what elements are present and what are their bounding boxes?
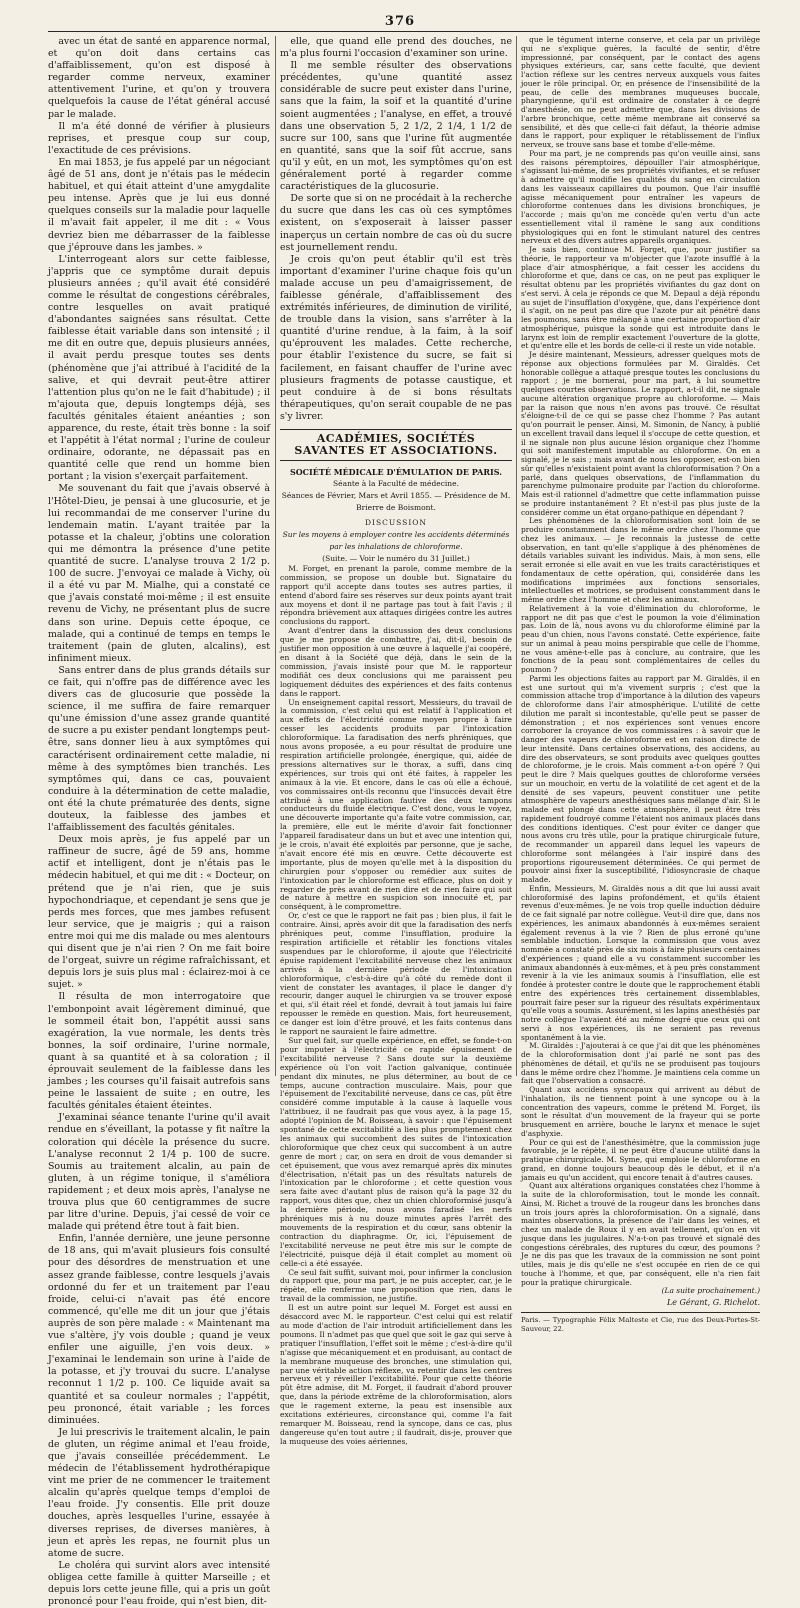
discussion-subject: Sur les moyens à employer contre les accidents déterminés par les inhalations de chloroforme. — [282, 529, 510, 551]
paragraph: Je lui prescrivis le traitement alcalin, le pain de gluten, un régime animal et l'eau froide, que j'avais conseillée précédemment. Le médecin de l'établissement hydrothérapique vint me prier de ne commencer le traitement alcalin qu'après quelque temps d'emploi de l'eau froide. J'y consentis. Elle prit douze douches, après lesquelles l'urine, essayée à diverses reprises, de diverses manières, à jeun et après les repas, ne fournit plus un atome de sucre. — [48, 1426, 270, 1559]
paragraph: Relativement à la voie d'élimination du chloroforme, le rapport ne dit pas que c'est le poumon la voie d'élimination pas. Loin de là, nous avons vu du chloroforme éliminé par la peau d'un chien, nous l'avons constaté. Cette expérience, faite sur un animal à peau moins perspirable que celle de l'homme, ne vous amène-t-elle pas à conclure, au contraire, que les fonctions de la peau sont complémentaires de celles du poumon ? — [521, 603, 760, 674]
paragraph: Ce seul fait suffit, suivant moi, pour infirmer la conclusion du rapport que, pour ma part, je ne puis accepter, car, je le répète, elle renferme une proposition que rien, dans le travail de la commission, ne justifie. — [280, 1267, 512, 1304]
society-subtitle: Séante à la Faculté de médecine. — [333, 479, 459, 489]
paragraph: J'examinai séance tenante l'urine qu'il avait rendue en s'éveillant, la potasse y fit naître la coloration qui décèle la présence du sucre. L'analyse reconnut 2 1/4 p. 100 de sucre. Soumis au traitement alcalin, au pain de gluten, à un régime tonique, il s'améliora rapidement ; et deux mois après, l'analyse ne trouva plus que 60 centigrammes de sucre par litre d'urine. Depuis, j'ai cessé de voir ce malade qui prétend être tout à fait bien. — [48, 1112, 270, 1233]
paragraph: M. Giraldès : J'ajouterai à ce que j'ai dit que les phénomènes de la chloroformisation dont j'ai parlé ne sont pas des phénomènes de détail, et qu'ils ne se produisent pas toujours dans le même ordre chez l'homme. Je maintiens cela comme un fait que l'observation a consacré. — [521, 1041, 760, 1086]
paragraph: Le choléra qui survint alors avec intensité obligea cette famille à quitter Marseille ; et depuis lors cette jeune fille, qui a pris un goût prononcé pour l'eau froide, qui n'est bien, dit- — [48, 1559, 270, 1608]
paragraph: avec un état de santé en apparence normal, et qu'on doit dans certains cas d'affaiblissement, qu'on est disposé à regarder comme nerveux, examiner attentivement l'urine, et qu'on y trouvera quelquefois la cause de l'état général accusé par le malade. — [48, 36, 270, 120]
column-2 — [280, 36, 512, 1446]
paragraph: Il est un autre point sur lequel M. Forget est aussi en désaccord avec M. le rapporteur. C'est celui qui est relatif au mode d'action de l'air introduit artificiellement dans les poumons. Il n'admet pas que quel que soit le gaz qui serve à pratiquer l'insufflation, l'effet soit le même ; c'est-à-dire qu'il n'agisse que mécaniquement et en produisant, au contact de la membrane muqueuse des bronches, une stimulation qui, par une véritable action réflexe, va retentir dans les centres nerveux et y réveiller l'excitabilité. Pour que cette théorie pût être admise, dit M. Forget, il faudrait d'abord prouver que, dans la période extrême de la chloroformisation, alors que le ragement externe, la peau est insensible aux excitations extérieures, circonstance qui, comme l'a fait remarquer M. Boisseau, rend la syncope, dans ce cas, plus dangereuse qu'en tout autre ; il faudrait, dis-je, prouver que la muqueuse des voies aériennes, — [280, 1303, 512, 1446]
section-title: ACADÉMIES, SOCIÉTÉS SAVANTES ET ASSOCIATIONS. — [280, 429, 512, 461]
paragraph: Les phénomènes de la chloroformisation sont loin de se produire constamment dans le même ordre chez l'homme que chez les animaux. — Je reconnais la justesse de cette observation, en tant qu'elle s'applique à des phénomènes de détails variables suivant les individus. Mais, à mon sens, elle serait erronée si elle avait en vue les traits caractéristiques et fondamentaux de cette opération, qui, considérée dans les modifications imprimées aux fonctions sensoriales, intellectuelles et motrices, se produisent constamment dans le même ordre chez l'homme et chez les animaux. — [521, 516, 760, 604]
society-title: SOCIÉTÉ MÉDICALE D'ÉMULATION DE PARIS. — [289, 467, 503, 478]
paragraph: Deux mois après, je fus appelé par un raffineur de sucre, âgé de 59 ans, homme actif et intelligent, dont je n'étais pas le médecin habituel, et qui me dit : « Docteur, on prétend que je n'ai rien, que je suis hypochondriaque, et cependant je sens que je perds mes forces, que mes jambes refusent leur service, que je maigris ; qui a raison entre moi qui me dis malade ou mes alentours qui disent que je n'ai rien ? On me fait boire de l'orgeat, suivre un régime rafraîchissant, et depuis lors je suis plus mal : éclairez-moi à ce sujet. » — [48, 834, 270, 991]
paragraph: Pour ce qui est de l'anesthésimètre, que la commission juge favorable, je le répète, il ne peut être d'aucune utilité dans la pratique chirurgicale. M. Syme, qui emploie le chloroforme en grand, en donne toujours beaucoup dès le début, et il n'a jamais eu qu'un accident, qui encore tenait à d'autres causes. — [521, 1137, 760, 1182]
column-3 — [521, 35, 760, 1333]
continued-note: (Suite. — Voir le numéro du 31 Juillet.) — [322, 553, 470, 563]
paragraph: Enfin, l'année dernière, une jeune personne de 18 ans, qui m'avait plusieurs fois consulté pour des désordres de menstruation et une assez grande faiblesse, contre lesquels j'avais ordonné du fer et un traitement par l'eau froide, celui-ci n'avait pas été encore commencé, qu'elle me dit un jour que j'étais auprès de son père malade : « Maintenant ma vue s'altère, j'y vois double ; quand je veux enfiler une aiguille, j'en vois deux. » J'examinai le lendemain son urine à l'aide de la potasse, et j'y trouvai du sucre. L'analyse reconnut 1 1/2 p. 100. Ce liquide avait sa quantité et sa couleur normales ; l'appétit, peu prononcé, était variable ; les forces diminuées. — [48, 1233, 270, 1426]
discussion-label: DISCUSSION — [365, 517, 427, 527]
printer-imprint: Paris. — Typographie Félix Malteste et Cie, rue des Deux-Portes-St-Sauveur, 22. — [521, 1312, 760, 1334]
paragraph: Quant aux altérations organiques constatées chez l'homme à la suite de la chloroformisation, tout le monde les connaît. Ainsi, M. Richet a trouvé de la rougeur dans les bronches dans un trois jours après la chloroformisation. On a signalé, dans maintes observations, la présence de l'air dans les veines, et chez un malade de Roux il y en avait tellement, qu'on en vit jusque dans les jugulaires. N'a-t-on pas trouvé et signalé des congestions cérébrales, des ruptures du cœur, des poumons ? Je ne dis pas que les travaux de la commission ne sont point utiles, mais je dis qu'elle ne s'est occupée en rien de ce qui touche à l'homme, et que, par conséquent, elle n'a rien fait pour la pratique chirurgicale. — [521, 1181, 760, 1287]
paragraph: Je désire maintenant, Messieurs, adresser quelques mots de réponse aux objections formulées par M. Giraldès. Cet honorable collègue a attaqué presque toutes les conclusions du rapport ; je me bornerai, pour ma part, à lui soumettre quelques courtes observations. Le rapport, a-t-il dit, ne signale aucune altération organique propre au chloroforme. — Mais par la raison que nous n'en avons pas trouvé. Ce résultat s'éloigne-t-il de ce qui se passe chez l'homme ? Pas autant qu'on pourrait le penser. Ainsi, M. Simonin, de Nancy, à publié un excellent travail dans lequel il s'occupe de cette question, et il ne signale non plus aucune lésion organique chez l'homme qui soit manifestement imputable au chloroforme. On en a signalé, je le sais ; mais avant de nous les opposer, est-on bien sûr qu'elles n'existaient point avant la chloroformisation ? On a parlé, dans quelques observations, de l'inflammation du parenchyme pulmonaire produite par l'action du chloroforme. Mais est-il rationnel d'admettre que cette inflammation puisse se produire instantanément ? Et n'est-il pas plus juste de la considérer comme un état organo-pathique en dépendant ? — [521, 350, 760, 517]
paragraph: Un enseignement capital ressort, Messieurs, du travail de la commission, c'est celui qui est relatif à l'application et aux effets de l'électricité comme moyen propre à faire cesser les accidents produits par l'intoxication chloroformique. La faradisation des nerfs phréniques, que nous avons proposée, a eu pour résultat de produire une respiration artificielle prolongée, énergique, qui, aidée de pressions alternatives sur le thorax, a suffi, dans cinq expériences, sur trois qui ont été faites, à rappeler les animaux à la vie. Et encore, dans le cas où elle a échoué, vos commissaires ont-ils reconnu que l'insuccès devait être attribué à une application fautive des deux tampons conducteurs du fluide électrique. C'est donc, vous le voyez, une découverte importante qu'a faite votre commission, car, la première, elle eut le mérite d'avoir fait fonctionner l'appareil faradisateur dans un but et avec une intention qui, je le crois, n'avait été exploités par personne, que je sache, n'avait encore été mis en œuvre. Cette découverte est importante, plus de moyen qu'elle met à la disposition du chirurgien pour s'opposer ou remédier aux suites de l'intoxication par le chloroforme est efficace, plus on doit y regarder de près avant de rien dire et de rien faire qui soit de nature à mettre en suspicion son innocuité et, par conséquent, à le compromettre. — [280, 697, 512, 912]
paragraph: Quant aux accidens syncopaux qui arrivent au début de l'inhalation, ils ne tiennent point à une syncope ou à la concentration des vapeurs, comme le prétend M. Forget, ils sont le résultat d'un mouvement de la frayeur qui se porte brusquement en arrière, bouche le larynx et menace le sujet d'asphyxie. — [521, 1085, 760, 1138]
paragraph: M. Forget, en prenant la parole, comme membre de la commission, se propose un double but. Signataire du rapport qu'il accepte dans toutes ses autres parties, il entend d'abord faire ses réserves sur deux points ayant trait aux moyens et dont il ne partage pas tout à fait l'avis ; il répondra brièvement aux attaques dirigées contre les autres conclusions du rapport. — [280, 563, 512, 627]
paragraph: Sans entrer dans de plus grands détails sur ce fait, qui n'offre pas de différence avec les divers cas de glucosurie que possède la science, il me suffira de faire remarquer qu'une émission d'une assez grande quantité de sucre a pu exister pendant longtemps peut-être, sans donner lieu à aux symptômes qui caractérisent ordinairement cette maladie, ni même à des symptômes bien tranchés. Les symptômes qui, dans ce cas, pouvaient conduire à la détermination de cette maladie, ont été la chute prématurée des dents, signe douteux, la faiblesse des jambes et l'affaiblissement des facultés génitales. — [48, 664, 270, 834]
paragraph: Enfin, Messieurs, M. Giraldès nous a dit que lui aussi avait chloroformisé des lapins profondément, et qu'ils étaient revenus d'eux-mêmes. Je ne vois trop quelle induction déduire de ce fait signalé par notre collègue. Veut-il dire que, dans nos expériences, les animaux abandonnés à eux-mêmes seraient également revenus à la vie ? Rien de plus erroné qu'une semblable induction. Lorsque la commission que vous avez nommée a constaté près de six mois à faire plusieurs centaines d'expériences ; quand elle a vu constamment succomber les animaux abandonnés à eux-mêmes, et à peu près constamment revenir à la vie les animaux soumis à l'insufflation, elle est fondée à protester contre le doute que le rapprochement établi entre des expériences très certainement dissemblables, pourrait faire peser sur la rigueur des résultats expérimentaux qu'elle vous a soumis. Assurément, si les lapins anesthésiés par notre collègue l'avaient été au même degré que ceux qui ont servi à nos expériences, ils ne seraient pas revenus spontanément à la vie. — [521, 883, 760, 1042]
paragraph: Il me semble résulter des observations précédentes, qu'une quantité assez considérable de sucre peut exister dans l'urine, sans que la faim, la soif et la quantité d'urine soient augmentées ; l'analyse, en effet, a trouvé dans une observation 5, 2 1/2, 2 1/4, 1 1/2 de sucre sur 100, sans que l'urine fût augmentée en quantité, sans que la soif fût accrue, sans qu'il y eût, en un mot, les symptômes qu'on est généralement porté à regarder comme caractéristiques de la glucosurie. — [280, 60, 512, 193]
meeting-info: Séances de Février, Mars et Avril 1855. — Présidence de M. Brierre de Boismont. — [281, 491, 511, 513]
column-1 — [48, 36, 270, 1608]
header-rule — [48, 31, 760, 32]
paragraph: Sur quel fait, sur quelle expérience, en effet, se fonde-t-on pour imputer à l'électricité ce rapide épuisement de l'excitabilité nerveuse ? Sans doute sur la deuxième expérience où l'on voit l'action galvanique, continuée pendant dix minutes, ne plus déterminer, au bout de ce temps, aucune contraction musculaire. Mais, pour que l'épuisement de l'excitabilité nerveuse, dans ce cas, pût être considéré comme imputable à la cause à laquelle vous l'attribuez, il ne faudrait pas que vous ayez, à la page 15, adopté l'opinion de M. Boisseau, à savoir : que l'épuisement spontané de cette excitabilité a lieu plus promptement chez les animaux qui succombent des suites de l'intoxication chloroformique que chez ceux qui succombent à un autre genre de mort ; car, on sera en droit de vous demander si cet épuisement, que vous avez remarqué après dix minutes d'électrisation, n'était pas un des résultats naturels de l'intoxication par le chloroforme ; et cette question vous sera faite avec d'autant plus de raison qu'à la page 32 du rapport, vous dites que, chez un chien chloroformisé jusqu'à la dernière période, nous avons faradisé les nerfs phréniques mis à nu douze minutes après l'arrêt des mouvements de la respiration et du cœur, sans obtenir la contraction du diaphragme. Or, ici, l'épuisement de l'excitabilité nerveuse ne peut être mis sur le compte de l'électricité, puisque déjà il était complet au moment où celle-ci a été essayée. — [280, 1035, 512, 1268]
paragraph: Pour ma part, je ne comprends pas qu'on veuille ainsi, sans des raisons péremptoires, dépouiller l'air atmosphérique, s'agissant lui-même, de ses propriétés vivifiantes, et se refuser à admettre qu'il modifie les qualités du sang en circulation dans les vaisseaux capillaires du poumon. Que l'air insufflé agisse mécaniquement pour entraîner les vapeurs de chloroforme contenues dans les divisions bronchiques, je l'accorde ; mais qu'on me concède qu'en vertu d'un acte essentiellement vital il ramène le sang aux conditions physiologiques qui en font le stimulant naturel des centres nerveux et des divers autres appareils organiques. — [521, 148, 760, 246]
paragraph: En mai 1853, je fus appelé par un négociant âgé de 51 ans, dont je n'étais pas le médecin habituel, et qui était atteint d'une amygdalite peu intense. Après que je lui eus donné quelques conseils sur la maladie pour laquelle il m'avait fait appeler, il me dit : « Vous devriez bien me débarrasser de la faiblesse que j'éprouve dans les jambes. » — [48, 156, 270, 253]
paragraph: Il résulta de mon interrogatoire que l'embonpoint avait légèrement diminué, que le sommeil était bon, l'appétit aussi sans exagération, la vue normale, les dents très bonnes, la soif ordinaire, l'urine normale, quant à sa quantité et à sa coloration ; il éprouvait seulement de la faiblesse dans les jambes ; les courses qu'il faisait autrefois sans peine le lassaient de suite ; en outre, les facultés génitales étaient éteintes. — [48, 991, 270, 1112]
paragraph: elle, que quand elle prend des douches, ne m'a plus fourni l'occasion d'examiner son urine. — [280, 36, 512, 60]
paragraph: De sorte que si on ne procédait à la recherche du sucre que dans les cas où ces symptômes existent, on s'exposerait à laisser passer inaperçus un certain nombre de cas où du sucre est journellement rendu. — [280, 193, 512, 253]
paragraph: Parmi les objections faites au rapport par M. Giraldès, il en est une surtout qui m'a vivement surpris ; c'est que la commission attache trop d'importance à la dilution des vapeurs de chloroforme dans l'air atmosphérique. L'utilité de cette dilution me paraît si incontestable, qu'elle peut se passer de démonstration ; et nos expériences sont venues encore corroborer la croyance de vos commissaires : à savoir que le danger des vapeurs de chloroforme est en raison directe de leur intensité. Dans certaines observations, des accidens, au dire des observateurs, se sont produits avec quelques gouttes de chloroforme, je le crois. Mais comment a-t-on opéré ? Qui peut le dire ? Mais quelques gouttes de chloroforme versées sur un mouchoir, en vertu de la volatilité de cet agent et de la densité de ses vapeurs, peuvent constituer une petite atmosphère de vapeurs anesthésiques sans mélange d'air. Si le malade est plongé dans cette atmosphère, il peut être très rapidement foudroyé comme l'étaient nos animaux placés dans des conditions identiques. C'est pour éviter ce danger que nous avons cru très utile, pour la pratique chirurgicale future, de recommander un appareil dans lequel les vapeurs de chloroforme sont mélangées à l'air inspiré dans des proportions rigoureusement déterminées. Ce qui permet de pouvoir ainsi fixer la susceptibilité, l'idiosyncrasie de chaque malade. — [521, 673, 760, 884]
paragraph: L'interrogeant alors sur cette faiblesse, j'appris que ce symptôme durait depuis plusieurs années ; qu'il avait été considéré comme le résultat de congestions cérébrales, contre lesquelles on avait pratiqué d'abondantes saignées sans résultat. Cette faiblesse était variable dans son intensité ; il me dit en outre que, depuis plusieurs années, il avait perdu presque toutes ses dents (phénomène que j'ai attribué à l'acidité de la salive, et qui devrait peut-être attirer l'attention plus qu'on ne le fait d'habitude) ; il m'ajouta que, depuis longtemps déjà, ses facultés génitales étaient anéanties ; son apparence, du reste, était très bonne : la soif et l'appétit à l'état normal ; l'urine de couleur ordinaire, odorante, ne dépassait pas en quantité celle que rend un homme bien portant ; la vision s'exerçait parfaitement. — [48, 253, 270, 483]
paragraph: Or, c'est ce que le rapport ne fait pas ; bien plus, il fait le contraire. Ainsi, après avoir dit que la faradisation des nerfs phréniques peut, comme l'insufflation, produire la respiration artificielle et rétablir les fonctions vitales suspendues par le chloroforme, il ajoute que l'électricité épuise rapidement l'excitabilité nerveuse chez les animaux arrivés à la dernière période de l'intoxication chloroformique, c'est-à-dire qu'à côté du remède dont il vient de constater les avantages, il place le danger d'y recourir, danger auquel le chirurgien va se trouver exposé et qui, s'il était réel et fondé, devrait à tout jamais lui faire repousser le remède en question. Mais, fort heureusement, ce danger est loin d'être prouvé, et les faits contenus dans le rapport ne sauraient le faire admettre. — [280, 911, 512, 1037]
paragraph: Je sais bien, continue M. Forget, que, pour justifier sa théorie, le rapporteur va m'objecter que l'azote insufflé à la place d'air atmosphérique, a fait cesser les accidens du chloroforme et que, dans ce cas, on ne peut pas expliquer le résultat obtenu par les propriétés vivifiantes du gaz dont on s'est servi. À cela je réponds ce que M. Depaul a déjà répondu au sujet de l'insufflation d'oxygène, que, dans l'expérience dont il s'agit, on ne peut pas dire que l'azote pur ait pénétré dans les poumons, sans être mélangé à une certaine proportion d'air atmosphérique, puisque la sonde qui est introduite dans le larynx est loin de remplir exactement l'ouverture de la glotte, et qu'entre elle et les bords de celle-ci il reste un vide notable. — [521, 245, 760, 351]
paragraph: Je crois qu'on peut établir qu'il est très important d'examiner l'urine chaque fois qu'un malade accuse un peu d'amaigrissement, de faiblesse générale, d'affaiblissement des extrémités inférieures, de diminution de virilité, de trouble dans la vision, sans s'arrêter à la quantité d'urine rendue, à la faim, à la soif qu'éprouvent les malades. Cette recherche, pour établir l'existence du sucre, se fait si facilement, en faisant chauffer de l'urine avec plusieurs fragments de potasse caustique, et peut conduire à de si bons résultats thérapeutiques, qu'on serait coupable de ne pas s'y livrer. — [280, 253, 512, 422]
manager-signature: Le Gérant, G. Richelot. — [666, 1298, 760, 1307]
page-number: 376 — [384, 14, 416, 29]
column-divider — [275, 36, 276, 1076]
to-be-continued: (La suite prochainement.) — [661, 1286, 760, 1296]
paragraph: Avant d'entrer dans la discussion des deux conclusions que je me propose de combattre, j'ai, dit-il, besoin de justifier mon opposition à une œuvre à laquelle j'ai coopéré, en disant à la Société que déjà, dans le sein de la commission, j'avais insisté pour que M. le rapporteur modifiât ces deux conclusions qui me paraissent peu logiquement déduites des expériences et des faits contenus dans le rapport. — [280, 626, 512, 698]
paragraph: que le tégument interne conserve, et cela par un privilège qui ne s'explique guères, la faculté de sentir, d'être impressionné, par conséquent, par le contact des agens physiques extérieurs, car, sans cette faculté, que devient l'action réflexe sur les centres nerveux auxquels vous faites jouer le rôle principal. Or, en présence de l'insensibilité de la peau, de celle des membranes muqueuses buccale, pharyngienne, qu'il est ordinaire de constater à ce degré d'anesthésie, on ne peut admettre que, dans les divisions de l'arbre bronchique, cette même membrane ait conservé sa sensibilité, et dès que celle-ci fait défaut, la théorie admise dans le rapport, pour expliquer le rétablissement de l'influx nerveux, se trouve sans base et tombe d'elle-même. — [521, 35, 760, 149]
paragraph: Me souvenant du fait que j'avais observé à l'Hôtel-Dieu, je pensai à une glucosurie, et je lui recommandai de me conserver l'urine du lendemain matin. L'ayant traitée par la potasse et la chaleur, j'obtins une coloration qui me démontra la présence d'une petite quantité de sucre. L'analyse trouva 2 1/2 p. 100 de sucre. J'envoyai ce malade à Vichy, où il a été vu par M. Mialhe, qui a constaté ce que j'avais constaté moi-même ; il est ensuite revenu de Vichy, ne présentant plus de sucre dans son urine. Depuis cette époque, ce malade, qui a continué de temps en temps le traitement (pain de gluten, alcalins), est infiniment mieux. — [48, 483, 270, 664]
column-divider — [516, 36, 517, 1076]
paragraph: Il m'a été donné de vérifier à plusieurs reprises, et presque coup sur coup, l'exactitude de ces prévisions. — [48, 120, 270, 156]
